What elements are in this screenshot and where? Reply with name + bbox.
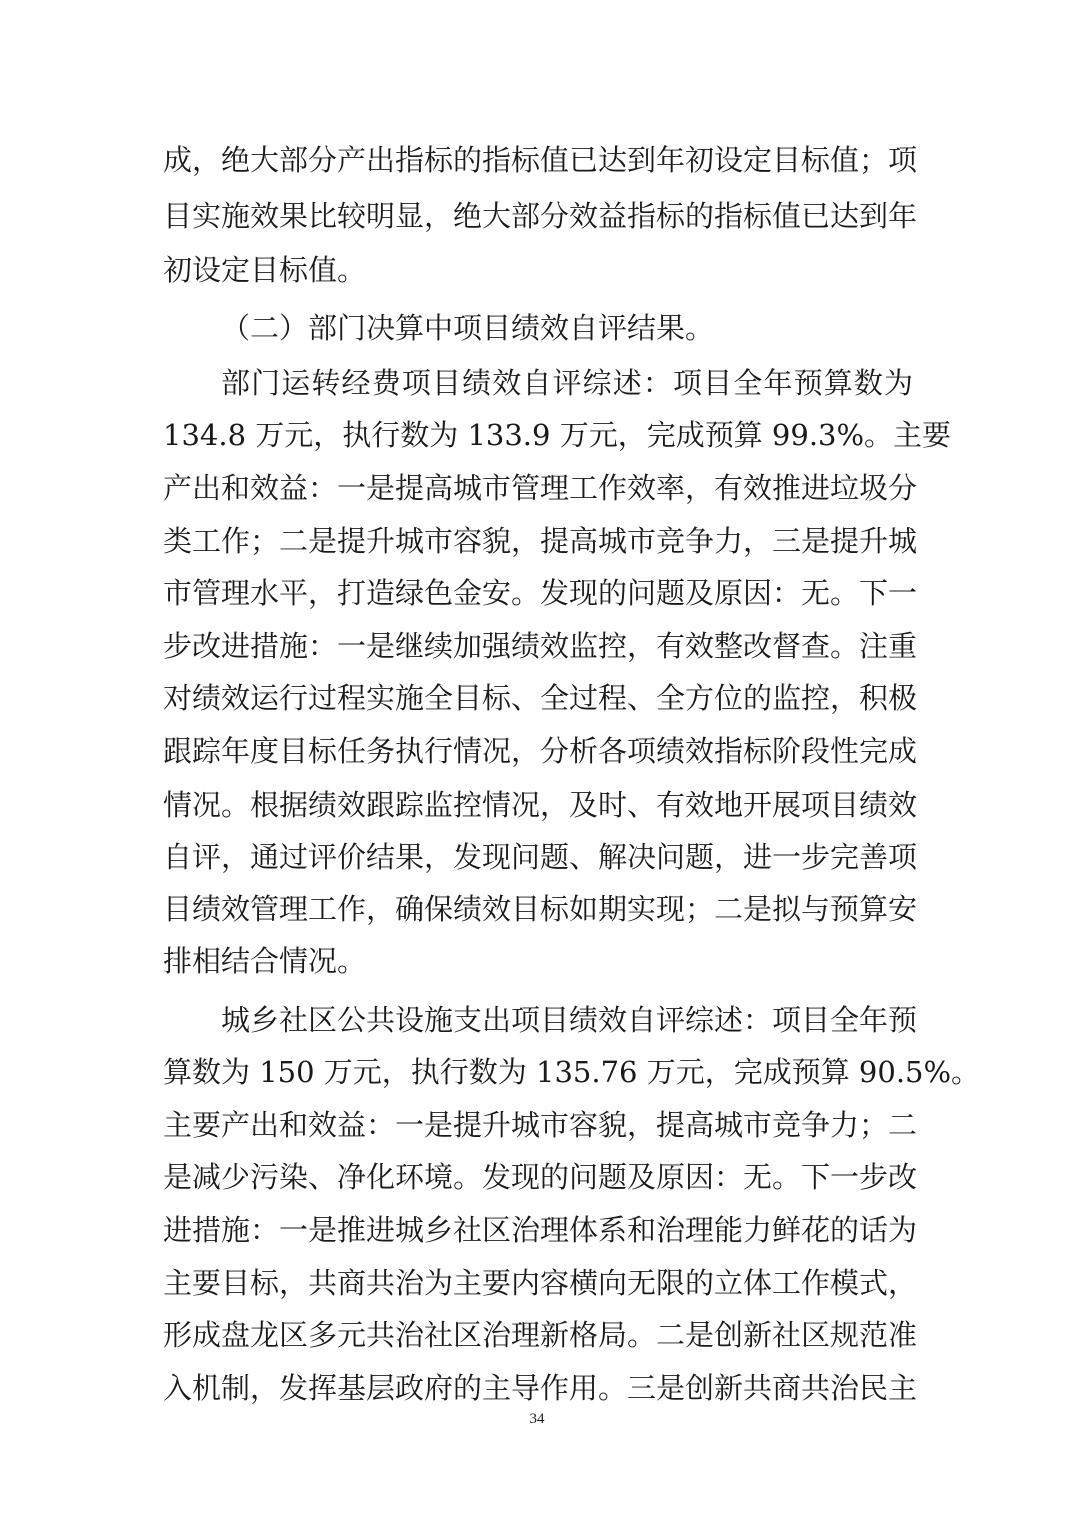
text-line: 产出和效益：一是提高城市管理工作效率，有效推进垃圾分 bbox=[163, 471, 918, 505]
text-line: 步改进措施：一是继续加强绩效监控，有效整改督查。注重 bbox=[163, 629, 918, 663]
text-line: 形成盘龙区多元共治社区治理新格局。二是创新社区规范准 bbox=[163, 1318, 918, 1352]
text-line: 入机制，发挥基层政府的主导作用。三是创新共商共治民主 bbox=[163, 1371, 918, 1405]
text-line: 跟踪年度目标任务执行情况，分析各项绩效指标阶段性完成 bbox=[163, 734, 918, 768]
text-line: 主要产出和效益：一是提升城市容貌，提高城市竞争力；二 bbox=[163, 1108, 918, 1142]
text-line: 排相结合情况。 bbox=[163, 944, 367, 978]
text-line: 情况。根据绩效跟踪监控情况，及时、有效地开展项目绩效 bbox=[163, 788, 918, 822]
text-line: 算数为 150 万元，执行数为 135.76 万元，完成预算 90.5%。 bbox=[163, 1055, 981, 1089]
text-line: 主要目标，共商共治为主要内容横向无限的立体工作模式， bbox=[163, 1266, 918, 1300]
text-line: 类工作；二是提升城市容貌，提高城市竞争力，三是提升城 bbox=[163, 524, 918, 558]
text-line: 成，绝大部分产出指标的指标值已达到年初设定目标值；项 bbox=[163, 143, 918, 177]
text-line: 自评，通过评价结果，发现问题、解决问题，进一步完善项 bbox=[163, 840, 918, 874]
text-line: 134.8 万元，执行数为 133.9 万元，完成预算 99.3%。主要 bbox=[163, 418, 952, 452]
text-line: 是减少污染、净化环境。发现的问题及原因：无。下一步改 bbox=[163, 1160, 918, 1194]
text-line: 市管理水平，打造绿色金安。发现的问题及原因：无。下一 bbox=[163, 576, 918, 610]
text-line: 目绩效管理工作，确保绩效目标如期实现；二是拟与预算安 bbox=[163, 892, 918, 926]
text-line: 部门运转经费项目绩效自评综述：项目全年预算数为 bbox=[221, 366, 913, 400]
text-line: 城乡社区公共设施支出项目绩效自评综述：项目全年预 bbox=[221, 1003, 918, 1037]
text-line: 进措施：一是推进城乡社区治理体系和治理能力鲜花的话为 bbox=[163, 1213, 918, 1247]
page-number: 34 bbox=[529, 1411, 545, 1427]
text-line: 对绩效运行过程实施全目标、全过程、全方位的监控，积极 bbox=[163, 681, 918, 715]
section-heading: （二）部门决算中项目绩效自评结果。 bbox=[221, 311, 715, 345]
text-line: 初设定目标值。 bbox=[163, 253, 367, 287]
text-line: 目实施效果比较明显，绝大部分效益指标的指标值已达到年 bbox=[163, 199, 918, 233]
